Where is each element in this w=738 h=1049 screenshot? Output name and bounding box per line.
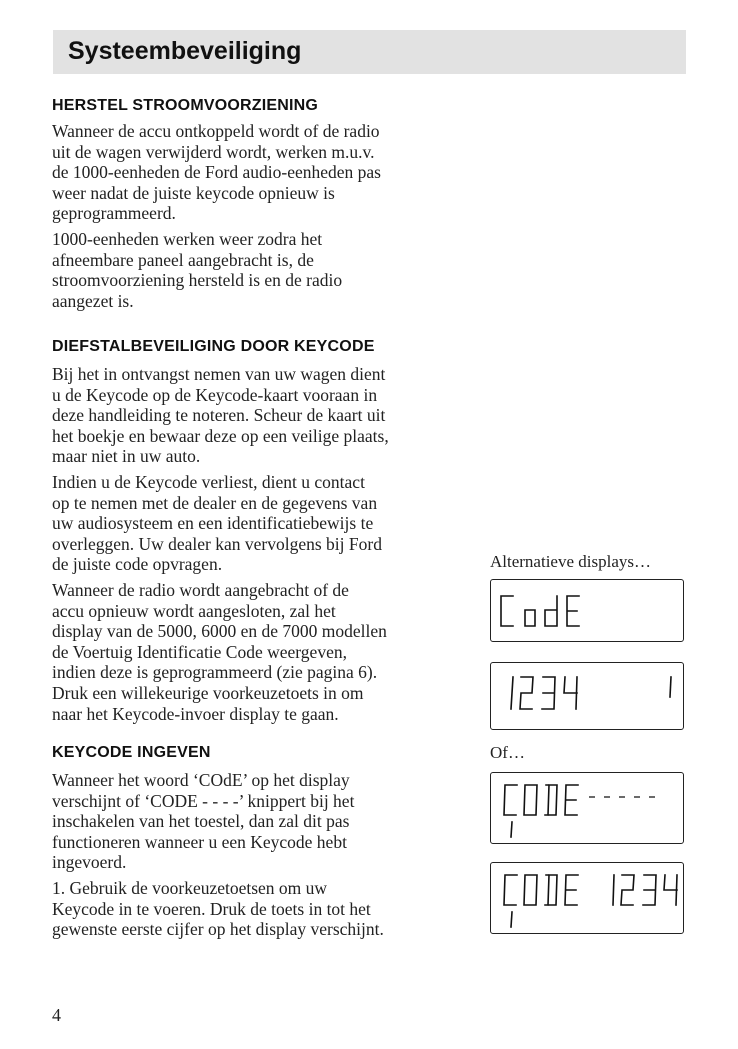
caption-alternative-displays: Alternatieve displays… xyxy=(490,552,651,571)
lcd-segments xyxy=(491,663,685,731)
paragraph: 1. Gebruik de voorkeuzetoetsen om uw Keycode in te voeren. Druk de toets in tot het gewenste eerste cijfer op het display verschijnt. xyxy=(52,877,384,940)
lcd-display-code xyxy=(490,579,684,642)
lcd-display-digits xyxy=(490,662,684,730)
title-band xyxy=(53,30,686,74)
paragraph: Bij het in ontvangst nemen van uw wagen dient u de Keycode op de Keycode-kaart vooraan in deze handleiding te noteren. Scheur de kaart uit het boekje en bewaar deze op een veilige plaats, maar niet in uw auto. xyxy=(52,364,389,467)
section-heading: KEYCODE INGEVEN xyxy=(52,744,211,761)
caption-or: Of… xyxy=(490,743,525,762)
section-heading: HERSTEL STROOMVOORZIENING xyxy=(52,97,319,114)
paragraph: Wanneer het woord ‘COdE’ op het display verschijnt of ‘CODE - - - -’ knippert bij het inschakelen van het toestel, dan zal dit pas functioneren wanneer u een Keycode hebt ingevoerd. xyxy=(52,770,355,873)
lcd-display-code-dashes xyxy=(490,772,684,844)
paragraph: Indien u de Keycode verliest, dient u contact op te nemen met de dealer en de gegevens van uw audiosysteem en een identificatiebewijs te overleggen. Uw dealer kan vervolgens bij Ford de juiste code opvragen. xyxy=(52,471,382,575)
paragraph: 1000-eenheden werken weer zodra het afneembare paneel aangebracht is, de stroomvoorziening hersteld is en de radio aangezet is. xyxy=(52,228,343,311)
paragraph: Wanneer de accu ontkoppeld wordt of de radio uit de wagen verwijderd wordt, werken m.u.v. de 1000-eenheden de Ford audio-eenheden pas weer nadat de juiste keycode opnieuw is geprogrammeerd. xyxy=(52,121,381,224)
lcd-segments xyxy=(491,580,685,643)
page-title: Systeembeveiliging xyxy=(68,37,302,65)
section-keycode-ingeven xyxy=(52,743,470,940)
lcd-segments xyxy=(491,863,685,935)
lcd-display-code-digits xyxy=(490,862,684,934)
page-number: 4 xyxy=(52,1005,61,1025)
section-heading: DIEFSTALBEVEILIGING DOOR KEYCODE xyxy=(52,338,375,355)
section-herstel xyxy=(52,96,470,311)
paragraph: Wanneer de radio wordt aangebracht of de accu opnieuw wordt aangesloten, zal het display van de 5000, 6000 en de 7000 modellen de Voertuig Identificatie Code weergeven, indien deze is geprogrammeerd (zie pagina 6). Druk een willekeurige voorkeuzetoets in om naar het Keycode-invoer display te gaan. xyxy=(52,579,387,724)
lcd-segments xyxy=(491,773,685,845)
section-diefstalbeveiliging xyxy=(52,337,470,724)
